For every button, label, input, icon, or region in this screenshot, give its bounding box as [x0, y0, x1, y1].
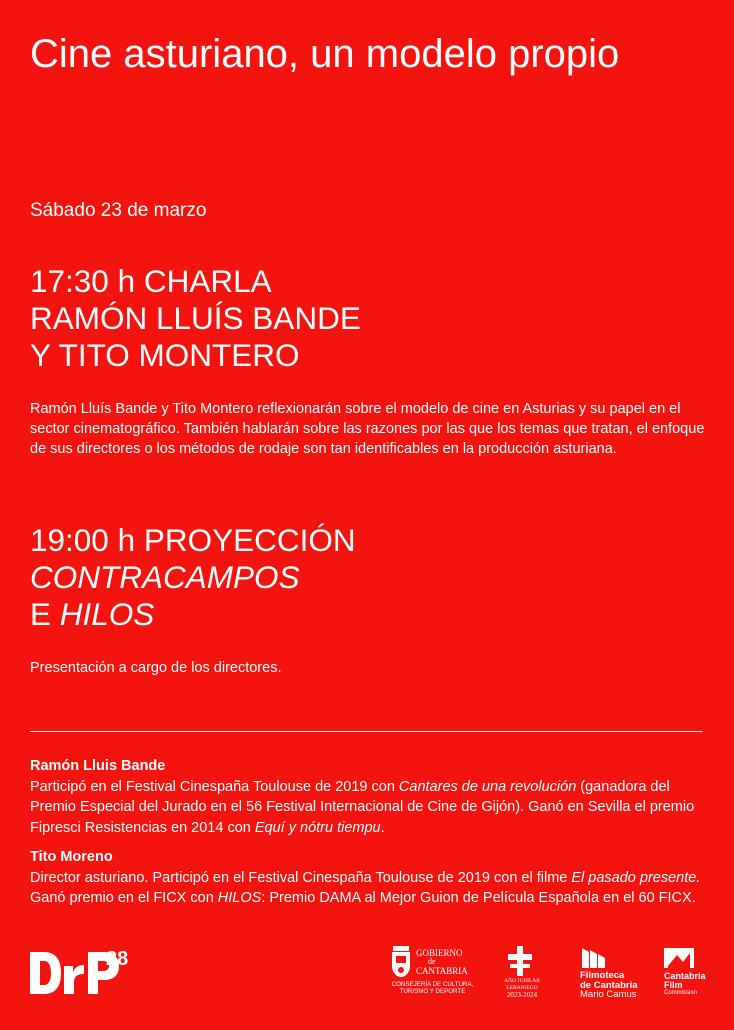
film-conjunction: E [30, 596, 52, 632]
bio-film-title: Cantares de una revolución [398, 778, 577, 795]
bio-text: . [380, 819, 385, 836]
charla-description: Ramón Lluís Bande y Tito Montero reflexionarán sobre el modelo de cine en Asturias y su papel en el sector cinematográfico. También hablarán sobre las razones por las que los temas que tratan, el enfoque de sus directores o los métodos de rodaje son tan identificables en la producción asturiana. [30, 401, 705, 457]
gobierno-line-1: GOBIERNO [416, 948, 463, 958]
divider [30, 731, 703, 732]
commission-line-2: Film [664, 980, 683, 990]
bio-film-title: Equí y nótru tiempu [254, 819, 381, 836]
charla-speaker-1: RAMÓN LLUÍS BANDE [30, 300, 361, 336]
jubilar-line-3: 2023-2024 [506, 991, 538, 999]
dfp-logo [30, 946, 140, 1003]
jubilar-line-2: LEBANIEGO [506, 984, 538, 991]
gobierno-line-3: CANTABRIA [416, 966, 468, 976]
consejeria-line-1: CONSEJERÍA DE CULTURA, [391, 981, 474, 988]
coat-of-arms-icon [390, 946, 412, 978]
bio-film-title: El pasado presente. [571, 869, 701, 886]
bio-film-title: HILOS [217, 890, 262, 906]
bio-text: Director asturiano. Participó en el Festival Cinespaña Toulouse de 2019 con el filme [30, 869, 572, 886]
filmoteca-line-1: Filmoteca [580, 970, 625, 981]
filmoteca-icon [582, 946, 606, 968]
gobierno-line-2: de [428, 957, 436, 966]
proyeccion-description: Presentación a cargo de los directores. [30, 660, 282, 676]
bio-ramon [30, 756, 710, 838]
bio-text: Participó en el Festival Cinespaña Toulouse de 2019 con [30, 778, 399, 795]
commission-line-3: Commission [664, 990, 698, 996]
jubilar-cross-icon [506, 946, 534, 976]
bio-name: Tito Moreno [30, 849, 113, 865]
bio-tito [30, 847, 710, 909]
proyeccion-heading [30, 522, 356, 633]
dfp-number: 28 [106, 948, 129, 970]
proyeccion-time: 19:00 h PROYECCIÓN [30, 522, 356, 558]
bio-name: Ramón Lluis Bande [30, 758, 166, 774]
mountain-icon [664, 948, 694, 968]
filmoteca-line-3: Mario Camus [580, 989, 637, 1000]
page-title: Cine asturiano, un modelo propio [30, 32, 620, 76]
event-date: Sábado 23 de marzo [30, 200, 207, 221]
film-title-contracampos: CONTRACAMPOS [30, 559, 300, 595]
commission-line-1: Cantabria [664, 971, 706, 981]
charla-heading [30, 263, 361, 374]
film-title-hilos: HILOS [59, 596, 155, 632]
charla-speaker-2: Y TITO MONTERO [30, 337, 300, 373]
jubilar-line-1: AÑO JUBILAR [504, 978, 540, 984]
consejeria-line-2: TURISMO Y DEPORTE [399, 988, 466, 995]
charla-time: 17:30 h CHARLA [30, 263, 272, 299]
bio-text: (ganadora del Premio Especial del Jurado en el 56 Festival Internacional de Cine de Gijón). Ganó en Sevilla el premio Fipresci Resistencias en 2014 con [30, 778, 695, 836]
bio-text: Ganó premio en el FICX con [30, 890, 218, 906]
bio-text: : Premio DAMA al Mejor Guion de Película Española en el 60 FICX. [261, 890, 696, 906]
filmoteca-line-2: de Cantabria [580, 979, 638, 991]
